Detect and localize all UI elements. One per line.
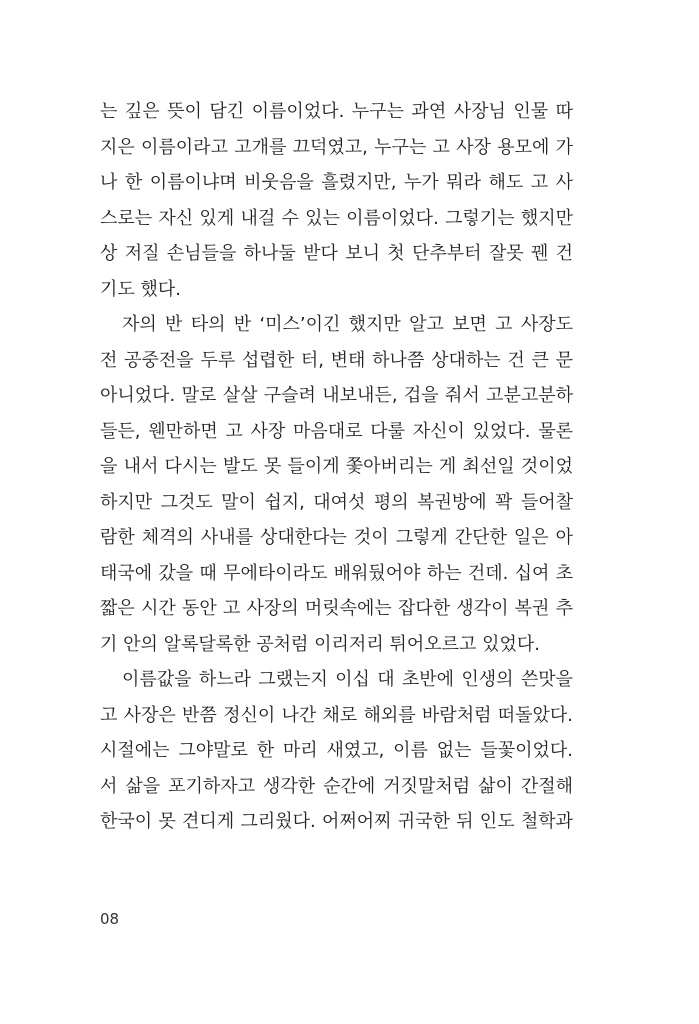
text-line: 기 안의 알록달록한 공처럼 이리저리 튀어오르고 있었다. — [100, 633, 540, 655]
page-number: 08 — [100, 910, 120, 928]
paragraph — [100, 94, 573, 307]
text-line: 람한 체격의 사내를 상대한다는 것이 그렇게 간단한 일은 아 — [100, 527, 573, 548]
page-body — [100, 94, 573, 840]
paragraph — [100, 662, 573, 840]
text-line: 태국에 갔을 때 무에타이라도 배워뒀어야 하는 건데. 십여 초 — [100, 562, 573, 584]
text-line: 하지만 그것도 말이 쉽지, 대여섯 평의 복권방에 꽉 들어찰 — [100, 491, 573, 513]
text-line: 서 삶을 포기하자고 생각한 순간에 거짓말처럼 삶이 간절해 — [100, 775, 573, 797]
paragraph — [100, 307, 573, 662]
text-line: 나 한 이름이냐며 비웃음을 흘렸지만, 누가 뭐라 해도 고 사 — [100, 172, 573, 193]
text-line: 시절에는 그야말로 한 마리 새였고, 이름 없는 들꽃이었다. — [100, 740, 573, 761]
text-line: 는 깊은 뜻이 담긴 이름이었다. 누구는 과연 사장님 인물 따 — [100, 101, 573, 122]
text-line: 들든, 웬만하면 고 사장 마음대로 다룰 자신이 있었다. 물론 — [100, 420, 573, 442]
text-line: 자의 반 타의 반 ‘미스’이긴 했지만 알고 보면 고 사장도 — [122, 314, 573, 335]
text-line: 이름값을 하느라 그랬는지 이십 대 초반에 인생의 쓴맛을 — [122, 669, 573, 690]
text-line: 기도 했다. — [100, 278, 181, 300]
text-line: 아니었다. 말로 살살 구슬려 내보내든, 겁을 줘서 고분고분하 — [100, 385, 573, 406]
text-line: 스로는 자신 있게 내걸 수 있는 이름이었다. 그렇기는 했지만 — [100, 207, 573, 229]
text-line: 짧은 시간 동안 고 사장의 머릿속에는 잡다한 생각이 복권 추 — [100, 598, 573, 619]
text-line: 상 저질 손님들을 하나둘 받다 보니 첫 단추부터 잘못 꿴 건 — [100, 243, 573, 264]
text-line: 지은 이름이라고 고개를 끄덕였고, 누구는 고 사장 용모에 가 — [100, 136, 573, 158]
text-line: 전 공중전을 두루 섭렵한 터, 변태 하나쯤 상대하는 건 큰 문 — [100, 349, 573, 371]
text-line: 고 사장은 반쯤 정신이 나간 채로 해외를 바람처럼 떠돌았다. — [100, 704, 573, 726]
text-line: 을 내서 다시는 발도 못 들이게 쫓아버리는 게 최선일 것이었 — [100, 456, 573, 477]
text-line: 한국이 못 견디게 그리웠다. 어쩌어찌 귀국한 뒤 인도 철학과 — [100, 811, 573, 832]
